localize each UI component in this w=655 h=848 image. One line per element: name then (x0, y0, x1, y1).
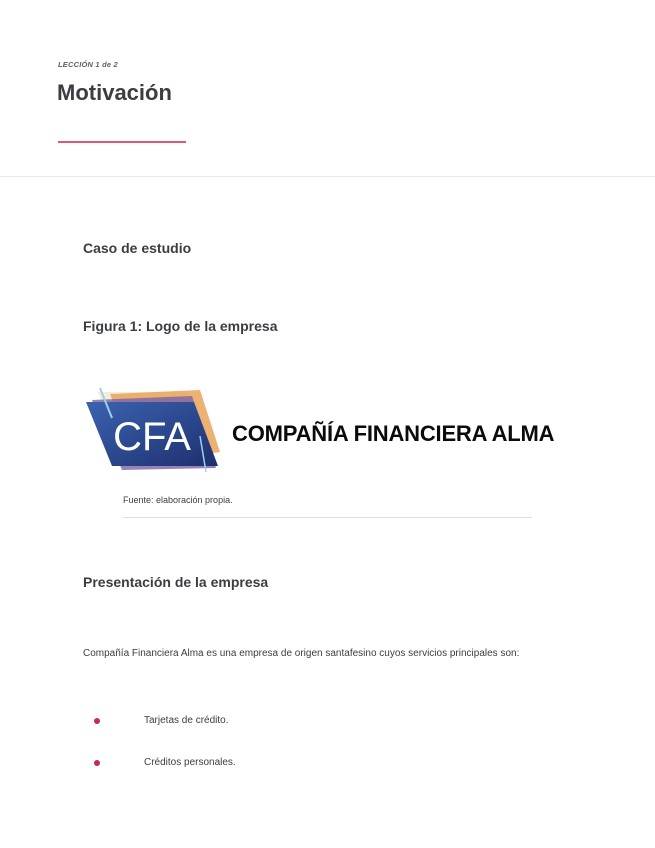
caption-divider (123, 517, 532, 518)
figure-caption: Fuente: elaboración propia. (123, 495, 233, 505)
intro-paragraph: Compañía Financiera Alma es una empresa de origen santafesino cuyos servicios principales son: (83, 648, 520, 659)
lesson-header (0, 0, 655, 177)
list-item-text: Tarjetas de crédito. (144, 715, 229, 726)
company-name: COMPAÑÍA FINANCIERA ALMA (232, 421, 555, 446)
presentation-heading: Presentación de la empresa (83, 574, 269, 590)
cfa-logo-mark (82, 386, 222, 476)
bullet-icon (94, 718, 100, 724)
lesson-title: Motivación (57, 80, 172, 105)
list-item-text: Créditos personales. (144, 757, 236, 768)
title-underline (58, 141, 186, 143)
bullet-icon (94, 760, 100, 766)
figure-heading: Figura 1: Logo de la empresa (83, 318, 278, 334)
case-study-heading: Caso de estudio (83, 240, 192, 256)
lesson-counter: LECCIÓN 1 de 2 (58, 60, 118, 69)
logo-mark-text: CFA (113, 415, 191, 459)
